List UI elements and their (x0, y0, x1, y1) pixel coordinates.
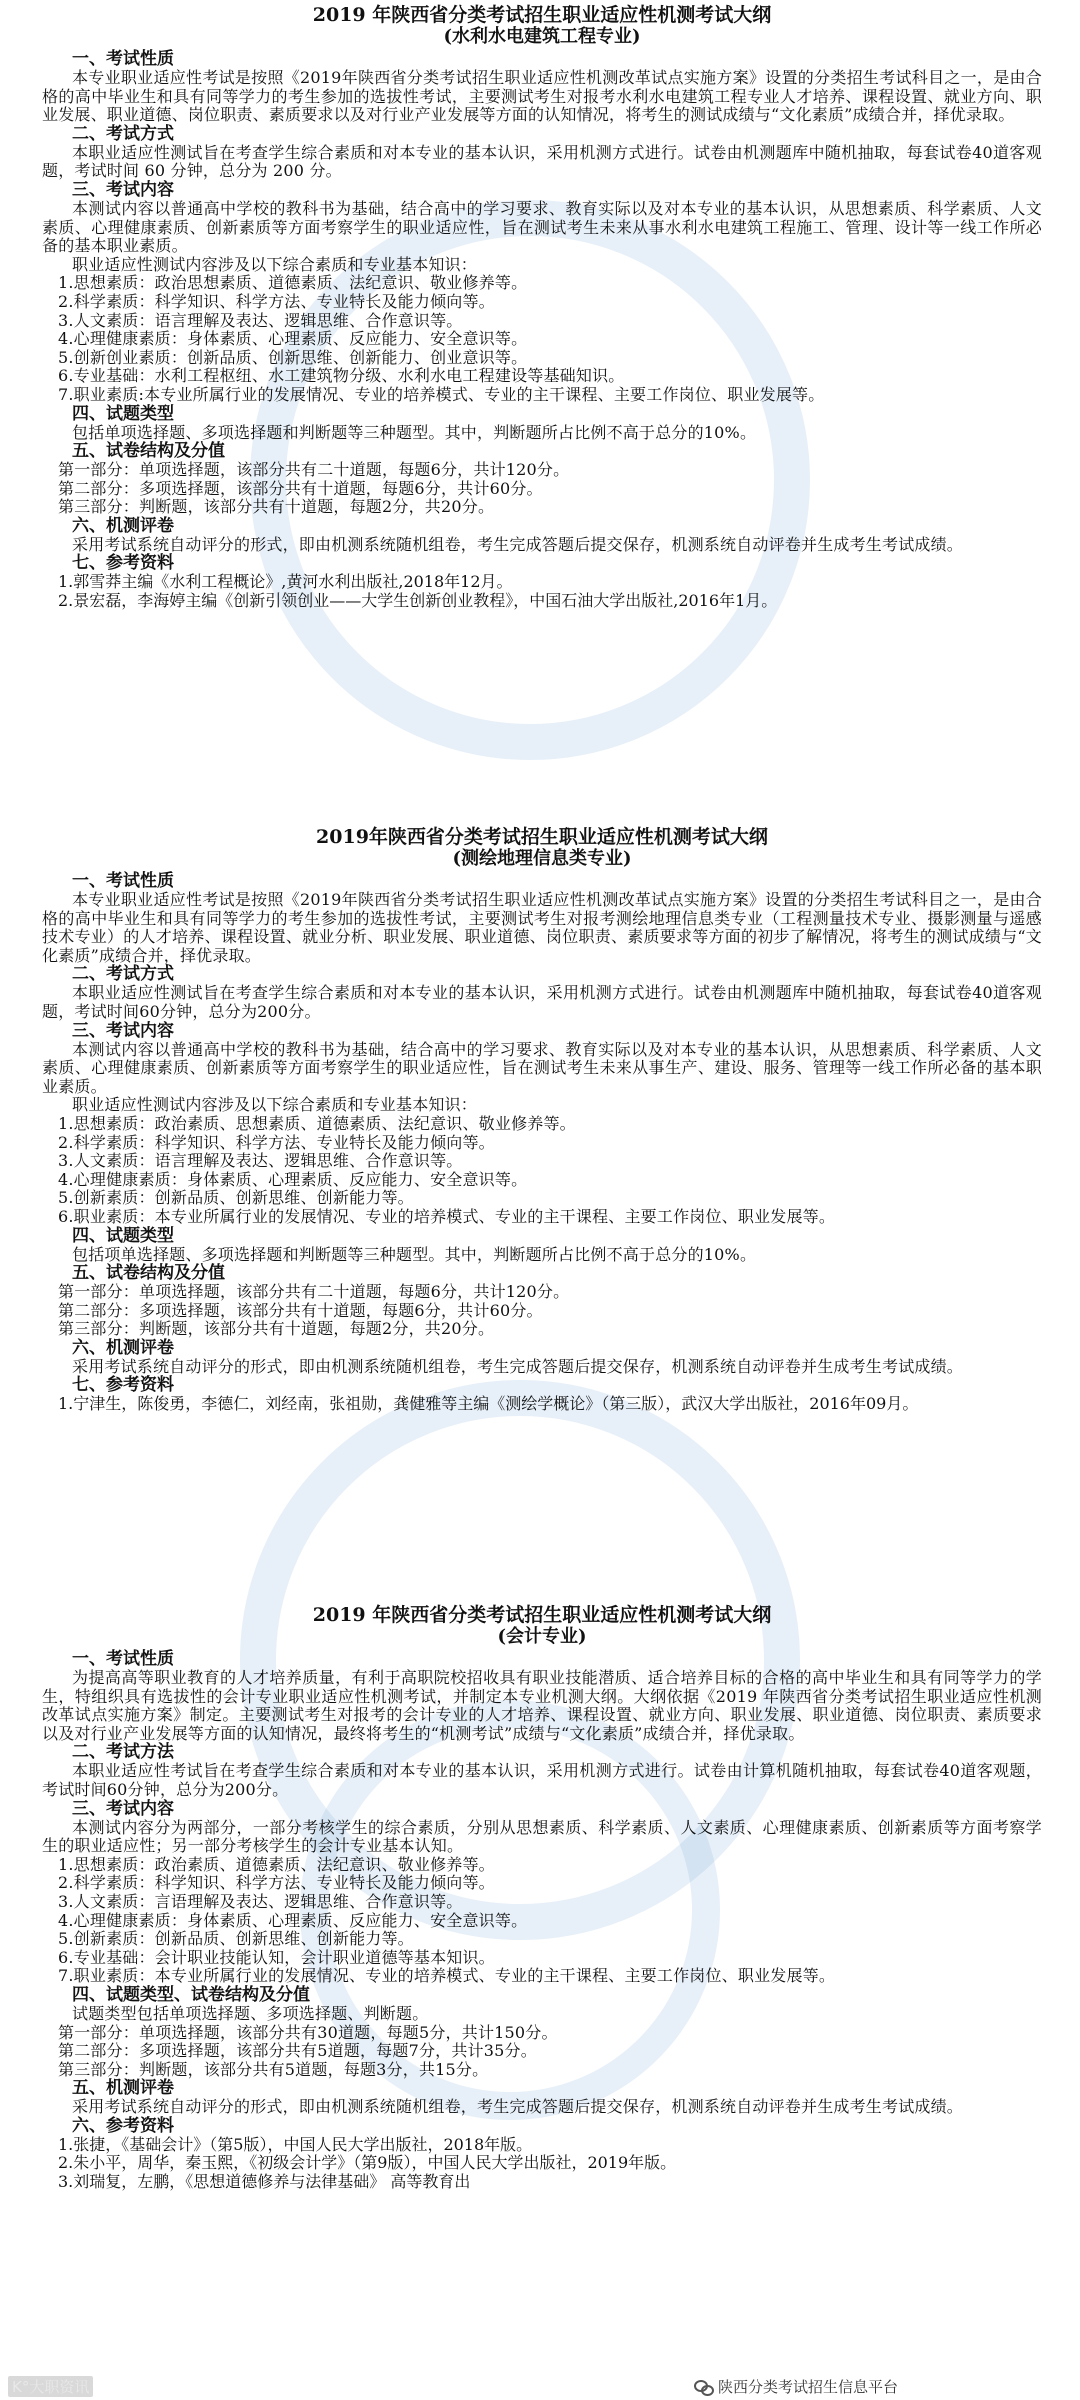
heading: 六、参考资料 (72, 2115, 174, 2136)
reference-item: 3.刘瑞复，左鹏，《思想道德修养与法律基础》 高等教育出 (58, 2172, 471, 2192)
paragraph: 职业适应性测试内容涉及以下综合素质和专业基本知识： (72, 1095, 478, 1115)
heading: 五、试卷结构及分值 (72, 1263, 225, 1284)
heading: 四、试题类型、试卷结构及分值 (72, 1984, 310, 2005)
reference-item: 2.景宏磊，李海婷主编《创新引领创业——大学生创新创业教程》，中国石油大学出版社,2016年1月。 (58, 591, 778, 611)
list-item: 2.科学素质：科学知识、科学方法、专业特长及能力倾向等。 (58, 1132, 495, 1152)
section-title: 2019 年陕西省分类考试招生职业适应性机测考试大纲 (312, 4, 772, 26)
list-item: 2.科学素质：科学知识、科学方法、专业特长及能力倾向等。 (58, 291, 495, 311)
list-item: 4.心理健康素质：身体素质、心理素质、反应能力、安全意识等。 (58, 1169, 528, 1189)
syllabus-section-water-conservancy (42, 4, 1042, 611)
wechat-icon (694, 2380, 712, 2394)
list-item: 第一部分：单项选择题，该部分共有30道题，每题5分，共计150分。 (58, 2022, 558, 2042)
list-item: 2.科学素质：科学知识、科学方法、专业特长及能力倾向等。 (58, 1873, 495, 1893)
heading: 一、考试性质 (72, 871, 174, 891)
paragraph: 本职业适应性测试旨在考查学生综合素质和对本专业的基本认识，采用机测方式进行。试卷由机测题库中随机抽取，每套试卷40道客观题，考试时间60分钟，总分为200分。 (42, 983, 1042, 1021)
list-item: 第三部分：判断题，该部分共有5道题，每题3分，共15分。 (58, 2059, 489, 2079)
paragraph: 为提高高等职业教育的人才培养质量，有利于高职院校招收具有职业技能潜质、适合培养目标的合格的高中毕业生和具有同等学力的学生，特组织具有选拔性的会计专业职业适应性机测考试，并制定本专业机测大纲。大纲依据《2019 年陕西省分类考试招生职业适应性机测改革试点实施方案》制定。主要测试考生对报考的会计专业的人才培养、课程设置、就业方向、职业发展、职业道德、岗位职责、素质要求以及对行业产业发展等方面的认知情况，最终将考生的“机测考试”成绩与“文化素质”成绩合并，择优录取。 (42, 1668, 1042, 1743)
heading: 一、考试性质 (72, 49, 174, 69)
heading: 一、考试性质 (72, 1649, 174, 1669)
section-subtitle: (水利水电建筑工程专业) (443, 26, 641, 47)
wechat-account-tag (694, 2376, 898, 2397)
paragraph: 本专业职业适应性考试是按照《2019年陕西省分类考试招生职业适应性机测改革试点实施方案》设置的分类招生考试科目之一，是由合格的高中毕业生和具有同等学力的考生参加的选拔性考试，主要测试考生对报考水利水电建筑工程专业人才培养、课程设置、就业方向、职业发展、职业道德、岗位职责、素质要求以及对行业产业发展等方面的认知情况，将考生的测试成绩与“文化素质”成绩合并，择优录取。 (42, 68, 1042, 125)
list-item: 第一部分：单项选择题，该部分共有二十道题，每题6分，共计120分。 (58, 1282, 570, 1302)
paragraph: 采用考试系统自动评分的形式，即由机测系统随机组卷，考生完成答题后提交保存，机测系统自动评卷并生成考生考试成绩。 (72, 534, 964, 554)
heading: 四、试题类型 (72, 1225, 174, 1246)
heading: 六、机测评卷 (72, 515, 174, 536)
list-item: 6.专业基础：会计职业技能认知，会计职业道德等基本知识。 (58, 1947, 495, 1967)
paragraph: 包括单项选择题、多项选择题和判断题等三种题型。其中，判断题所占比例不高于总分的10%。 (72, 422, 757, 442)
list-item: 3.人文素质：语言理解及表达、逻辑思维、合作意识等。 (58, 1151, 463, 1171)
paragraph: 本测试内容以普通高中学校的教科书为基础，结合高中的学习要求、教育实际以及对本专业的基本认识，从思想素质、科学素质、人文素质、心理健康素质、创新素质等方面考察学生的职业适应性，旨在测试考生未来从事水利水电建筑工程施工、管理、设计等一线工作所必备的基本职业素质。 (42, 198, 1042, 256)
list-item: 4.心理健康素质：身体素质、心理素质、反应能力、安全意识等。 (58, 329, 528, 349)
list-item: 7.职业素质：本专业所属行业的发展情况、专业的培养模式、专业的主干课程、主要工作岗位、职业发展等。 (58, 1966, 836, 1986)
heading: 二、考试方法 (72, 1742, 174, 1763)
list-item: 3.人文素质：语言理解及表达、逻辑思维、合作意识等。 (58, 310, 463, 330)
list-item: 第二部分：多项选择题，该部分共有十道题，每题6分，共计60分。 (58, 1300, 543, 1320)
paragraph: 本测试内容以普通高中学校的教科书为基础，结合高中的学习要求、教育实际以及对本专业的基本认识，从思想素质、科学素质、人文素质、心理健康素质、创新素质等方面考察学生的职业适应性，旨在测试考生未来从事生产、建设、服务、管理等一线工作所必备的基本职业素质。 (42, 1039, 1042, 1096)
list-item: 5.创新素质：创新品质、创新思维、创新能力等。 (58, 1929, 414, 1949)
list-item: 6.职业素质：本专业所属行业的发展情况、专业的培养模式、专业的主干课程、主要工作岗位、职业发展等。 (58, 1206, 836, 1226)
list-item: 7.职业素质:本专业所属行业的发展情况、专业的培养模式、专业的主干课程、主要工作岗位、职业发展等。 (58, 384, 825, 404)
list-item: 1.思想素质：政治素质、思想素质、道德素质、法纪意识、敬业修养等。 (58, 1113, 576, 1133)
paragraph: 采用考试系统自动评分的形式，即由机测系统随机组卷，考生完成答题后提交保存，机测系统自动评卷并生成考生考试成绩。 (72, 2097, 964, 2117)
paragraph: 本职业适应性考试旨在考查学生综合素质和对本专业的基本认识，采用机测方式进行。试卷由计算机随机抽取，每套试卷40道客观题，考试时间60分钟，总分为200分。 (42, 1761, 1042, 1799)
source-watermark: K°大职资讯 (8, 2376, 93, 2397)
list-item: 第二部分：多项选择题，该部分共有十道题，每题6分，共计60分。 (58, 478, 543, 498)
list-item: 5.创新创业素质：创新品质、创新思维、创新能力、创业意识等。 (58, 347, 528, 367)
reference-item: 1.张捷，《基础会计》（第5版），中国人民大学出版社，2018年版。 (58, 2134, 533, 2154)
list-item: 4.心理健康素质：身体素质、心理素质、反应能力、安全意识等。 (58, 1910, 528, 1930)
image-footer (0, 2374, 1080, 2400)
heading: 七、参考资料 (72, 553, 174, 574)
list-item: 3.人文素质：言语理解及表达、逻辑思维、合作意识等。 (58, 1891, 463, 1911)
paragraph: 包括项单选择题、多项选择题和判断题等三种题型。其中，判断题所占比例不高于总分的10%。 (72, 1244, 757, 1264)
section-title: 2019年陕西省分类考试招生职业适应性机测考试大纲 (316, 826, 768, 848)
list-item: 第三部分：判断题，该部分共有十道题，每题2分，共20分。 (58, 497, 495, 517)
list-item: 6.专业基础：水利工程枢纽、水工建筑物分级、水利水电工程建设等基础知识。 (58, 366, 625, 386)
paragraph: 本专业职业适应性考试是按照《2019年陕西省分类考试招生职业适应性机测改革试点实施方案》设置的分类招生考试科目之一，是由合格的高中毕业生和具有同等学力的考生参加的选拔性考试，主要测试考生对报考测绘地理信息类专业（工程测量技术专业、摄影测量与遥感技术专业）的人才培养、课程设置、就业分析、职业发展、职业道德、岗位职责、素质要求等方面的初步了解情况，将考生的测试成绩与“文化素质”成绩合并，择优录取。 (42, 890, 1042, 965)
paragraph: 本职业适应性测试旨在考查学生综合素质和对本专业的基本认识，采用机测方式进行。试卷由机测题库中随机抽取，每套试卷40道客观题，考试时间 60 分钟，总分为 200 分。 (42, 142, 1042, 181)
heading: 五、试卷结构及分值 (72, 441, 225, 462)
section-subtitle: (测绘地理信息类专业) (452, 848, 632, 869)
reference-item: 1.宁津生，陈俊勇，李德仁，刘经南，张祖勋，龚健雅等主编《测绘学概论》（第三版），武汉大学出版社，2016年09月。 (58, 1394, 919, 1414)
list-item: 第三部分：判断题，该部分共有十道题，每题2分，共20分。 (58, 1319, 495, 1339)
section-subtitle: (会计专业) (497, 1626, 587, 1647)
reference-item: 2.朱小平，周华，秦玉熙，《初级会计学》（第9版），中国人民大学出版社，2019年版。 (58, 2153, 677, 2173)
reference-item: 1.郭雪莽主编《水利工程概论》,黄河水利出版社,2018年12月。 (58, 572, 513, 592)
heading: 二、考试方式 (72, 964, 174, 985)
syllabus-section-surveying (42, 826, 1042, 1414)
list-item: 1.思想素质：政治素质、道德素质、法纪意识、敬业修养等。 (58, 1854, 495, 1874)
list-item: 5.创新素质：创新品质、创新思维、创新能力等。 (58, 1188, 414, 1208)
paragraph: 职业适应性测试内容涉及以下综合素质和专业基本知识： (72, 254, 478, 274)
heading: 七、参考资料 (72, 1375, 174, 1396)
paragraph: 本测试内容分为两部分，一部分考核学生的综合素质，分别从思想素质、科学素质、人文素质、心理健康素质、创新素质等方面考察学生的职业适应性；另一部分考核学生的会计专业基本认知。 (42, 1817, 1042, 1856)
heading: 六、机测评卷 (72, 1337, 174, 1358)
paragraph: 采用考试系统自动评分的形式，即由机测系统随机组卷，考生完成答题后提交保存，机测系统自动评卷并生成考生考试成绩。 (72, 1356, 964, 1376)
heading: 二、考试方式 (72, 123, 174, 144)
heading: 四、试题类型 (72, 403, 174, 424)
section-title: 2019 年陕西省分类考试招生职业适应性机测考试大纲 (312, 1604, 772, 1626)
heading: 三、考试内容 (72, 179, 174, 200)
paragraph: 试题类型包括单项选择题、多项选择题、判断题。 (72, 2003, 429, 2023)
account-name: 陕西分类考试招生信息平台 (718, 2378, 899, 2396)
heading: 三、考试内容 (72, 1798, 174, 1819)
list-item: 1.思想素质：政治思想素质、道德素质、法纪意识、敬业修养等。 (58, 273, 528, 293)
heading: 五、机测评卷 (72, 2078, 174, 2099)
heading: 三、考试内容 (72, 1020, 174, 1041)
list-item: 第二部分：多项选择题，该部分共有5道题，每题7分，共计35分。 (58, 2041, 537, 2061)
list-item: 第一部分：单项选择题，该部分共有二十道题，每题6分，共计120分。 (58, 460, 570, 480)
syllabus-section-accounting (42, 1604, 1042, 2192)
